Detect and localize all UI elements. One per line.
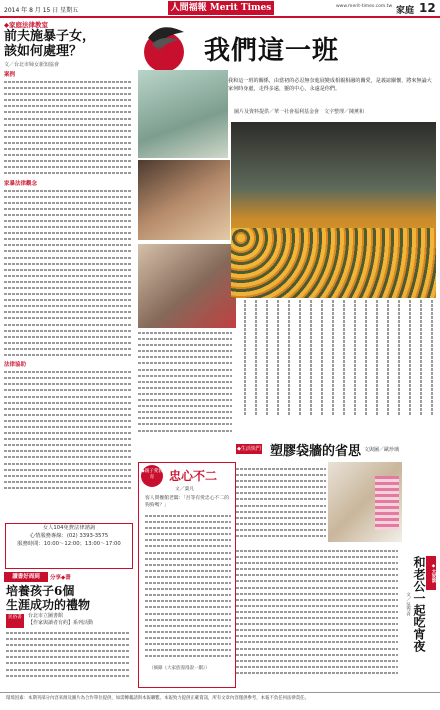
- feature-logo-caption: 用愛守護的天使: [152, 48, 178, 60]
- column2-title: 和老公一起吃宵夜: [412, 556, 426, 652]
- hotline-hours: 服務時間：10:00～12:00；13:00～17:00: [17, 541, 121, 547]
- footer-text: 環境因素：本期刊部分內容來源及圖片為合作單位提供，如需轉載請與本報聯繫。本報致力提供正確資訊，所有文章內容僅供參考，本報不負任何法律責任。: [6, 696, 309, 701]
- body-text-block: [4, 79, 132, 177]
- article-subhead: 法律協助: [4, 362, 27, 369]
- photo-volunteer: [138, 70, 228, 158]
- patience-source: （摘錄《大家族漫漫說一劇》）: [149, 666, 210, 671]
- issue-date: 2014 年 8 月 15 日 星期五: [4, 7, 79, 14]
- column-band: 讀書好周到: [4, 572, 48, 582]
- column2-tag: ◆大家談: [426, 556, 436, 590]
- article-title-line1: 前夫施暴子女，: [4, 29, 96, 44]
- article-byline: 文／台北市婦女新知協會: [4, 62, 60, 68]
- patience-quote: 客人問餐館老闆：「吾等有愛忠心不二的狗狗嗎？」: [145, 496, 229, 508]
- article-tag: ◆家庭法律教室: [4, 21, 48, 29]
- patience-title: 忠心不二: [169, 469, 218, 483]
- feature-banner: [138, 22, 436, 74]
- page-number: 12: [419, 1, 436, 15]
- husband-column: [402, 556, 436, 686]
- patience-badge: ◆親子愛教育: [141, 465, 163, 487]
- vertical-text-area: [236, 300, 436, 416]
- life-chip: ◆生活快門: [237, 446, 261, 452]
- life-title: 塑膠袋牆的省思: [270, 444, 362, 459]
- body-text-block: [4, 188, 132, 359]
- body-text-block: [236, 466, 326, 539]
- gift-title: [6, 584, 90, 612]
- patience-byline: 文／葉凡: [175, 487, 195, 492]
- hotline-box: [5, 523, 133, 569]
- organizer-line1: 台北市立圖書館: [28, 613, 64, 619]
- article-subhead: 案例: [4, 72, 16, 78]
- article-subhead: 家暴法律觀念: [4, 180, 38, 187]
- gift-organizer: [28, 613, 93, 627]
- hotline-org: 女人104免費法律諮詢: [42, 525, 96, 531]
- page-header: [0, 0, 440, 20]
- hotline-phone: 心情服務專線：(02) 3393-3575: [29, 533, 109, 539]
- section-name: 家庭: [396, 6, 415, 16]
- photo-craft-class: [138, 160, 230, 240]
- patience-article: [138, 462, 236, 688]
- flower-decoration: [231, 228, 436, 298]
- gift-article: [4, 572, 132, 690]
- plastic-bags: [375, 476, 399, 530]
- body-text-block: [236, 548, 398, 676]
- feature-credit: 圖片及資料提供／華一社會福利基金會 文字整理／陳薰和: [234, 109, 365, 115]
- feature-intro: 我和這一班的關係，由當初的必忍無奈進展變成相親相融的關愛，是義誼關懷，將來無論大家何時身處，走得多遠，靈的中心，永遠是你們。: [228, 78, 432, 92]
- gift-title-line1: 培養孩子6個: [6, 584, 75, 598]
- feature-title: 我們這一班: [204, 36, 340, 66]
- photo-cooking: [138, 244, 236, 328]
- page-footer: [0, 692, 440, 710]
- article-title-line2: 該如何處理？: [4, 44, 83, 59]
- website: www.merit-times.com.tw: [336, 4, 393, 9]
- body-text-block: [6, 630, 130, 679]
- body-text-block: [4, 369, 132, 491]
- gift-title-line2: 生涯成功的禮物: [6, 598, 91, 612]
- life-byline: 文與圖／歐珍璃: [364, 447, 400, 453]
- gift-chip: 民俗書: [6, 614, 24, 628]
- newspaper-logo: 人間福報 Merit Times: [168, 1, 274, 15]
- header-rule: [0, 16, 440, 18]
- column2-byline: 文／吳秀青: [405, 592, 410, 616]
- body-text-block: [145, 513, 231, 659]
- organizer-line2: 【作家與讀者有約】系列活動: [28, 620, 94, 626]
- legal-article: [4, 20, 132, 491]
- column-subband: 分享◆書: [50, 575, 71, 581]
- body-text-block: [138, 330, 232, 434]
- life-snapshot-header: [138, 440, 436, 462]
